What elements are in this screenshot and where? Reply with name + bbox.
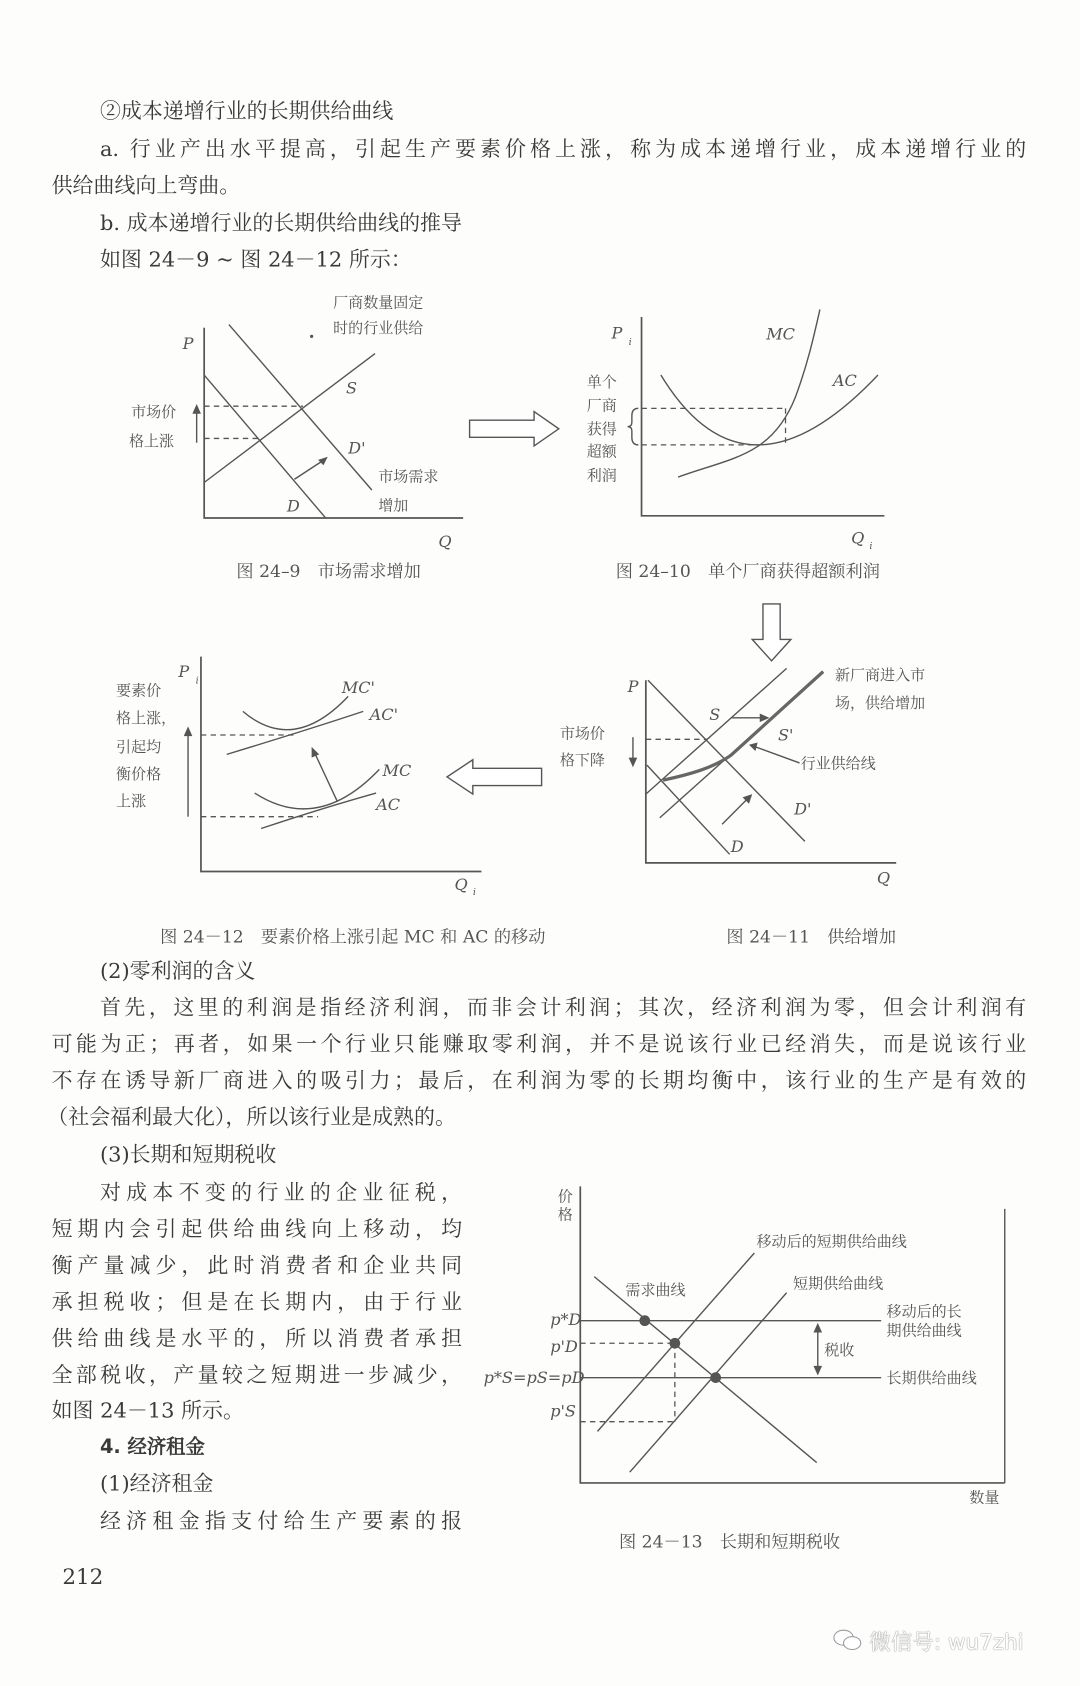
figure-24-13 — [484, 1186, 1005, 1506]
shifted-lr-supply-label: 期供给曲线 — [886, 1321, 962, 1340]
mc-prime-label: MC' — [341, 678, 375, 698]
demand-line — [594, 1277, 816, 1463]
note: 时的行业供给 — [333, 319, 424, 338]
s-label: S — [346, 378, 358, 398]
d-label: D — [286, 496, 300, 516]
y-tick-label: p*D — [550, 1309, 582, 1329]
paragraph-line: 可能为正；再者，如果一个行业只能赚取零利润，并不是说该行业已经消失，而是说该行业 — [51, 1031, 1027, 1057]
demand-line — [647, 765, 730, 854]
shifted-lr-supply-label: 移动后的长 — [886, 1302, 962, 1321]
note: 厂商数量固定 — [333, 293, 424, 312]
y-axis-subscript: i — [195, 675, 199, 687]
paragraph-line: 如图 24－9 ~ 图 24－12 所示： — [99, 247, 412, 272]
paragraph-line: 承担税收；但是在长期内，由于行业 — [51, 1289, 463, 1315]
equilibrium-point — [669, 1338, 680, 1349]
page-number: 212 — [62, 1563, 104, 1590]
demand-line — [204, 375, 325, 518]
note: 增加 — [378, 496, 409, 515]
paragraph-line: 供给曲线是水平的，所以消费者承担 — [51, 1326, 463, 1351]
paragraph-line: 不存在诱导新厂商进入的吸引力；最后，在利润为零的长期均衡中，该行业的生产是有效的 — [51, 1068, 1027, 1093]
note: 市场价 — [559, 724, 605, 743]
y-tick-label: p*S=pS=pD — [483, 1368, 585, 1388]
y-axis-label: P — [611, 323, 623, 343]
note: 格下降 — [559, 751, 605, 770]
x-axis-label: Q — [876, 868, 891, 888]
figure-caption: 图 24–9 市场需求增加 — [236, 560, 421, 582]
figure-24-12 — [116, 657, 481, 899]
industry-supply-curve — [663, 672, 823, 781]
axes — [642, 317, 885, 516]
x-axis-subscript: i — [869, 541, 873, 553]
subsection-title: (1)经济租金 — [99, 1471, 214, 1496]
note: 获得 — [586, 420, 617, 439]
paragraph-line: 衡产量减少，此时消费者和企业共同 — [51, 1252, 463, 1278]
axes — [204, 328, 463, 518]
y-axis-subscript: i — [628, 336, 632, 348]
wechat-icon — [833, 1627, 863, 1653]
x-axis-subscript: i — [472, 887, 476, 899]
note: 格上涨， — [116, 709, 177, 728]
mc-curve — [255, 769, 380, 808]
paragraph-line: 如图 24－13 所示。 — [51, 1398, 244, 1423]
note: 厂商 — [586, 396, 617, 415]
paragraph-line: 对成本不变的行业的企业征税， — [99, 1179, 463, 1205]
lr-supply-label: 长期供给曲线 — [886, 1369, 977, 1388]
tax-label: 税收 — [824, 1341, 855, 1360]
demand-prime-line — [229, 325, 372, 490]
d-label: D — [730, 837, 744, 857]
paragraph-line: a. 行业产出水平提高，引起生产要素价格上涨，称为成本递增行业，成本递增行业的 — [99, 136, 1027, 162]
x-axis-label: Q — [454, 874, 468, 894]
arrowhead — [629, 758, 638, 768]
x-axis-label: Q — [851, 528, 865, 548]
equilibrium-point — [710, 1372, 721, 1383]
note: 衡价格 — [116, 765, 162, 784]
arrowhead — [312, 747, 320, 758]
speck — [310, 335, 313, 338]
brace — [628, 408, 639, 445]
note: 市场价 — [131, 402, 177, 421]
y-tick-label: p'D — [550, 1336, 578, 1356]
paragraph-line: 短期内会引起供给曲线向上移动，均 — [51, 1216, 463, 1242]
paragraph-line: 首先，这里的利润是指经济利润，而非会计利润；其次，经济利润为零，但会计利润有 — [99, 995, 1027, 1020]
mc-curve — [678, 309, 820, 477]
figure-24-11 — [560, 666, 925, 887]
arrowhead — [749, 743, 758, 752]
y-axis-label: P — [178, 661, 190, 681]
note: 场，供给增加 — [834, 694, 926, 713]
paragraph-line: （社会福利最大化），所以该行业是成熟的。 — [47, 1104, 456, 1130]
figure-caption: 图 24－12 要素价格上涨引起 MC 和 AC 的移动 — [160, 926, 546, 947]
note: 超额 — [586, 442, 617, 461]
section-heading: ②成本递增行业的长期供给曲线 — [99, 98, 394, 124]
mc-prime-curve — [243, 696, 348, 729]
supply-line — [646, 668, 787, 794]
figure-24-9 — [129, 293, 463, 551]
mc-label: MC — [382, 760, 412, 780]
shift-arrow — [722, 798, 748, 824]
watermark — [833, 1625, 1024, 1656]
ac-label: AC — [376, 795, 401, 815]
shifted-sr-supply-label: 移动后的短期供给曲线 — [756, 1232, 907, 1251]
arrowhead — [192, 404, 201, 414]
x-axis-label: 数量 — [969, 1488, 1000, 1507]
s-label: S — [709, 704, 721, 724]
note: 单个 — [586, 372, 617, 391]
figure-caption: 图 24–10 单个厂商获得超额利润 — [615, 560, 880, 582]
shift-arrow — [315, 753, 338, 801]
demand-prime-line — [648, 680, 805, 841]
section-title: (2)零利润的含义 — [99, 958, 256, 984]
y-tick-label: p'S — [550, 1401, 576, 1421]
paragraph-line: 供给曲线向上弯曲。 — [51, 173, 241, 198]
industry-supply-label: 行业供给线 — [800, 754, 876, 773]
paragraph-line: 全部税收，产量较之短期进一步减少， — [51, 1362, 463, 1388]
arrowhead — [813, 1323, 822, 1333]
note: 格上涨 — [128, 431, 175, 450]
note: 上涨 — [116, 791, 147, 810]
paragraph-line: b. 成本递增行业的长期供给曲线的推导 — [99, 210, 462, 236]
arrowhead — [318, 457, 328, 466]
y-axis-label: P — [182, 334, 194, 354]
figure-caption: 图 24－13 长期和短期税收 — [618, 1531, 841, 1552]
sr-supply-line — [630, 1293, 787, 1472]
note: 要素价 — [116, 681, 162, 700]
section-title: (3)长期和短期税收 — [99, 1142, 277, 1168]
y-axis-label: 格 — [557, 1205, 573, 1224]
watermark-text: 微信号: wu7zhi — [869, 1629, 1024, 1655]
arrowhead — [184, 726, 193, 736]
d-prime-label: D' — [794, 799, 812, 819]
ac-curve — [261, 793, 376, 828]
y-axis-label: P — [627, 677, 639, 697]
pointer-arrow — [755, 747, 799, 763]
note: 市场需求 — [378, 467, 439, 486]
sr-supply-label: 短期供给曲线 — [793, 1274, 884, 1293]
s-prime-label: S' — [778, 725, 794, 745]
note: 新厂商进入市 — [834, 666, 926, 685]
demand-label: 需求曲线 — [625, 1280, 686, 1299]
left-arrow-icon — [447, 760, 542, 794]
ac-prime-label: AC' — [369, 704, 399, 724]
arrowhead — [813, 1366, 822, 1376]
section-title: 4. 经济租金 — [99, 1435, 205, 1459]
down-arrow-icon — [752, 604, 791, 661]
x-axis-label: Q — [438, 531, 452, 551]
equilibrium-point — [639, 1315, 650, 1326]
d-prime-label: D' — [348, 438, 366, 458]
paragraph-line: 经济租金指支付给生产要素的报 — [99, 1508, 463, 1534]
ac-label: AC — [832, 370, 857, 390]
figure-caption: 图 24－11 供给增加 — [726, 926, 897, 947]
mc-label: MC — [766, 324, 796, 344]
y-axis-label: 价 — [557, 1187, 573, 1206]
note: 利润 — [586, 466, 617, 485]
ac-prime-curve — [227, 711, 363, 754]
note: 引起均 — [116, 738, 162, 757]
right-arrow-icon — [470, 412, 559, 446]
figure-24-10 — [587, 309, 885, 552]
